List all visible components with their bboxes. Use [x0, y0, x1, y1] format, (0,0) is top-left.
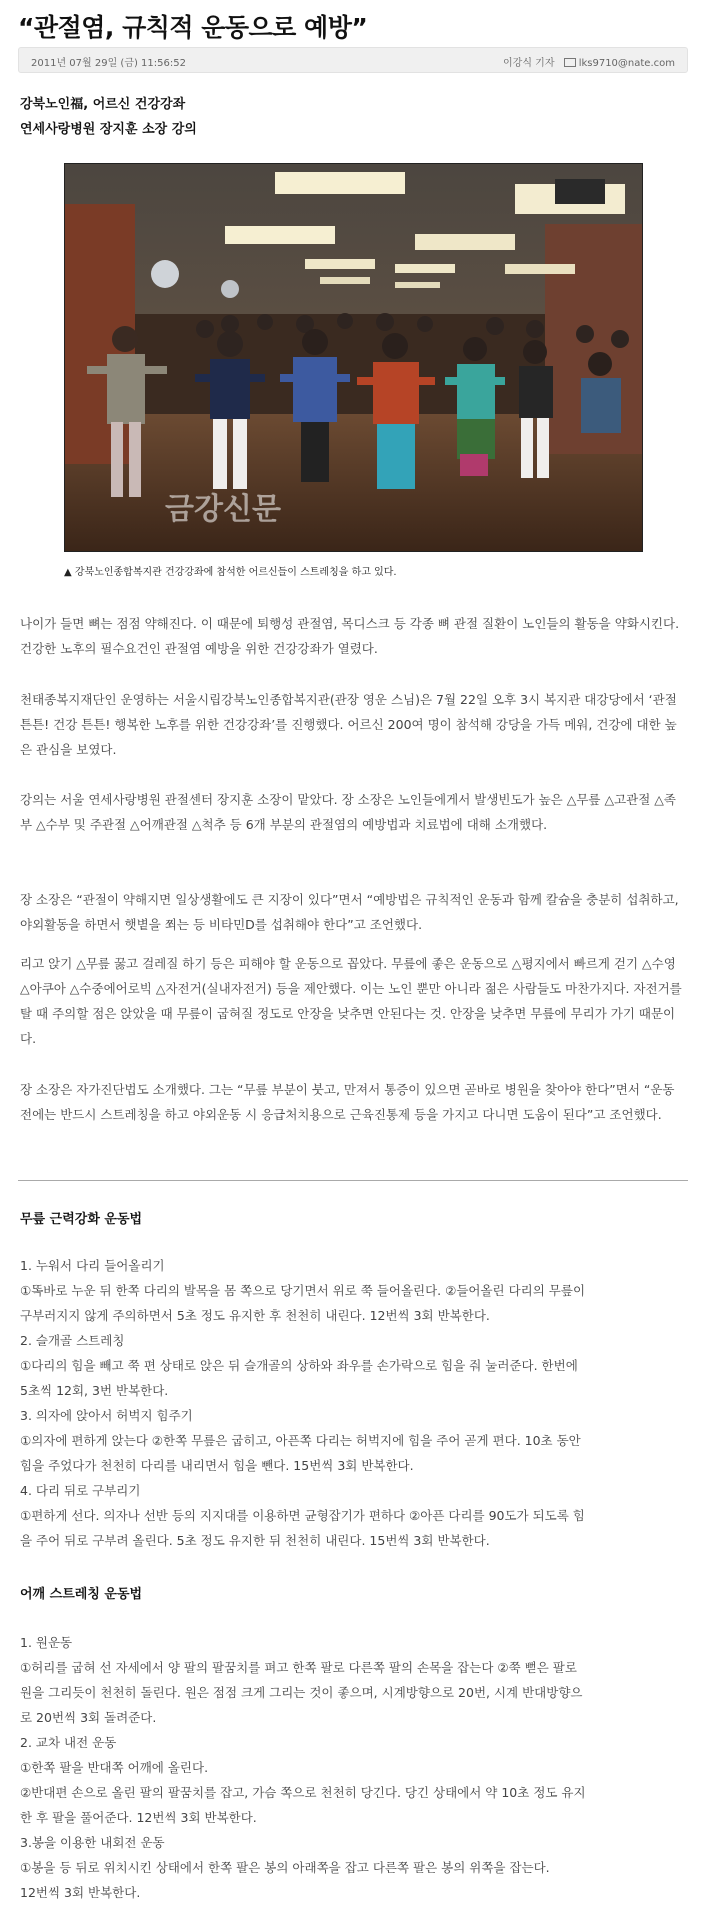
photo-watermark: 금강신문 [165, 492, 281, 527]
exercise-line: 원을 그리듯이 천천히 돌린다. 원은 점점 크게 그리는 것이 좋으며, 시계방향으로 20번, 시계 반대방향으 [20, 1685, 583, 1700]
article-meta-bar [18, 47, 688, 73]
exercise-line: 2. 교차 내전 운동 [20, 1735, 117, 1750]
article-title: “관절염, 규칙적 운동으로 예방” [18, 13, 368, 42]
exercise-line: 1. 원운동 [20, 1635, 73, 1650]
author-info [503, 54, 675, 69]
section-divider [18, 1180, 688, 1181]
exercise-line: ②반대편 손으로 올린 팔의 팔꿈치를 잡고, 가슴 쪽으로 천천히 당긴다. 당긴 상태에서 약 10초 정도 유지 [20, 1785, 586, 1800]
exercise-line: ①허리를 굽혀 선 자세에서 양 팔의 팔꿈치를 펴고 한쪽 팔로 다른쪽 팔의 손목을 잡는다 ②쭉 뻗은 팔로 [20, 1660, 577, 1675]
exercise-line: 3.봉을 이용한 내회전 운동 [20, 1835, 165, 1850]
author-name: 이강식 기자 [503, 58, 555, 69]
article-date: 2011년 07월 29일 (금) 11:56:52 [31, 58, 186, 69]
mail-icon [564, 58, 576, 67]
exercise-line: 12번씩 3회 반복한다. [20, 1885, 141, 1900]
article-paragraph: 리고 앉기 △무릎 꿇고 걸레질 하기 등은 피해야 할 운동으로 꼽았다. 무릎에 좋은 운동으로 △평지에서 빠르게 걷기 △수영 △아쿠아 △수중에어로빅 △자전거(실내자전거) 등을 제안했다. 이는 노인 뿐만 아니라 젊은 사람들도 마찬가지다. 자전거를 탈 때 주의할 점은 앉았을 때 무릎이 굽혀질 정도로 안장을 낮추면 안된다는 것. 안장을 낮추면 무릎에 무리가 가기 때문이다. [20, 956, 682, 1046]
article-subtitle-1: 강북노인福, 어르신 건강강좌 [20, 97, 186, 112]
exercise-line: ①편하게 선다. 의자나 선반 등의 지지대를 이용하면 균형잡기가 편하다 ②아픈 다리를 90도가 되도록 힘 [20, 1508, 585, 1523]
exercise-line: 2. 슬개골 스트레칭 [20, 1333, 125, 1348]
article-paragraph: 장 소장은 자가진단법도 소개했다. 그는 “무릎 부분이 붓고, 만져서 통증이 있으면 곧바로 병원을 찾아야 한다”면서 “운동 전에는 반드시 스트레칭을 하고 야외운동 시 응급처치용으로 근육진통제 등을 가지고 다니면 도움이 된다”고 조언했다. [20, 1082, 675, 1122]
exercise-line: ①봉을 등 뒤로 위치시킨 상태에서 한쪽 팔은 봉의 아래쪽을 잡고 다른쪽 팔은 봉의 위쪽을 잡는다. [20, 1860, 550, 1875]
section-title-knee: 무릎 근력강화 운동법 [20, 1212, 143, 1227]
author-email-link[interactable]: lks9710@nate.com [578, 58, 675, 69]
exercise-line: ①한쪽 팔을 반대쪽 어깨에 올린다. [20, 1760, 209, 1775]
exercise-line: 4. 다리 뒤로 구부리기 [20, 1483, 141, 1498]
exercise-line: 5초씩 12회, 3번 반복한다. [20, 1383, 169, 1398]
exercise-line: 3. 의자에 앉아서 허벅지 힘주기 [20, 1408, 193, 1423]
exercise-line: ①의자에 편하게 앉는다 ②한쪽 무릎은 굽히고, 아픈쪽 다리는 허벅지에 힘을 주어 곧게 편다. 10초 동안 [20, 1433, 581, 1448]
photo-illustration [65, 164, 643, 552]
exercise-line: 구부러지지 않게 주의하면서 5초 정도 유지한 후 천천히 내린다. 12번씩 3회 반복한다. [20, 1308, 490, 1323]
article-subtitle-2: 연세사랑병원 장지훈 소장 강의 [20, 122, 197, 137]
exercise-line: 한 후 팔을 풀어준다. 12번씩 3회 반복한다. [20, 1810, 257, 1825]
exercise-line: 1. 누워서 다리 들어올리기 [20, 1258, 165, 1273]
article-photo [64, 163, 643, 552]
article-paragraph: 천태종복지재단인 운영하는 서울시립강북노인종합복지관(관장 영운 스님)은 7월 22일 오후 3시 복지관 대강당에서 ‘관절 튼튼! 건강 튼튼! 행복한 노후를 위한 건강강좌’를 진행했다. 어르신 200여 명이 참석해 강당을 가득 메워, 건강에 대한 높은 관심을 보였다. [20, 692, 677, 757]
article-paragraph: 강의는 서울 연세사랑병원 관절센터 장지훈 소장이 맡았다. 장 소장은 노인들에게서 발생빈도가 높은 △무릎 △고관절 △족부 △수부 및 주관절 △어깨관절 △척추 등 6개 부분의 관절염의 예방법과 치료법에 대해 소개했다. [20, 792, 676, 832]
exercise-line: ①다리의 힘을 빼고 쭉 편 상태로 앉은 뒤 슬개골의 상하와 좌우를 손가락으로 힘을 줘 눌러준다. 한번에 [20, 1358, 578, 1373]
section-title-shoulder: 어깨 스트레칭 운동법 [20, 1587, 143, 1602]
article-paragraph: 나이가 들면 뼈는 점점 약해진다. 이 때문에 퇴행성 관절염, 목디스크 등 각종 뼈 관절 질환이 노인들의 활동을 약화시킨다. 건강한 노후의 필수요건인 관절염 예방을 위한 건강강좌가 열렸다. [20, 616, 680, 656]
photo-caption: ▲ 강북노인종합복지관 건강강좌에 참석한 어르신들이 스트레칭을 하고 있다. [64, 567, 397, 578]
exercise-line: 로 20번씩 3회 돌려준다. [20, 1710, 157, 1725]
exercise-line: 을 주어 뒤로 구부려 올린다. 5초 정도 유지한 뒤 천천히 내린다. 15번씩 3회 반복한다. [20, 1533, 490, 1548]
exercise-line: 힘을 주었다가 천천히 다리를 내리면서 힘을 뺀다. 15번씩 3회 반복한다. [20, 1458, 414, 1473]
exercise-line: ①똑바로 누운 뒤 한쪽 다리의 발목을 몸 쪽으로 당기면서 위로 쭉 들어올린다. ②들어올린 다리의 무릎이 [20, 1283, 586, 1298]
article-paragraph: 장 소장은 “관절이 약해지면 일상생활에도 큰 지장이 있다”면서 “예방법은 규칙적인 운동과 함께 칼슘을 충분히 섭취하고, 야외활동을 하면서 햇볕을 쬐는 등 비타민D를 섭취해야 한다”고 조언했다. [20, 892, 679, 932]
